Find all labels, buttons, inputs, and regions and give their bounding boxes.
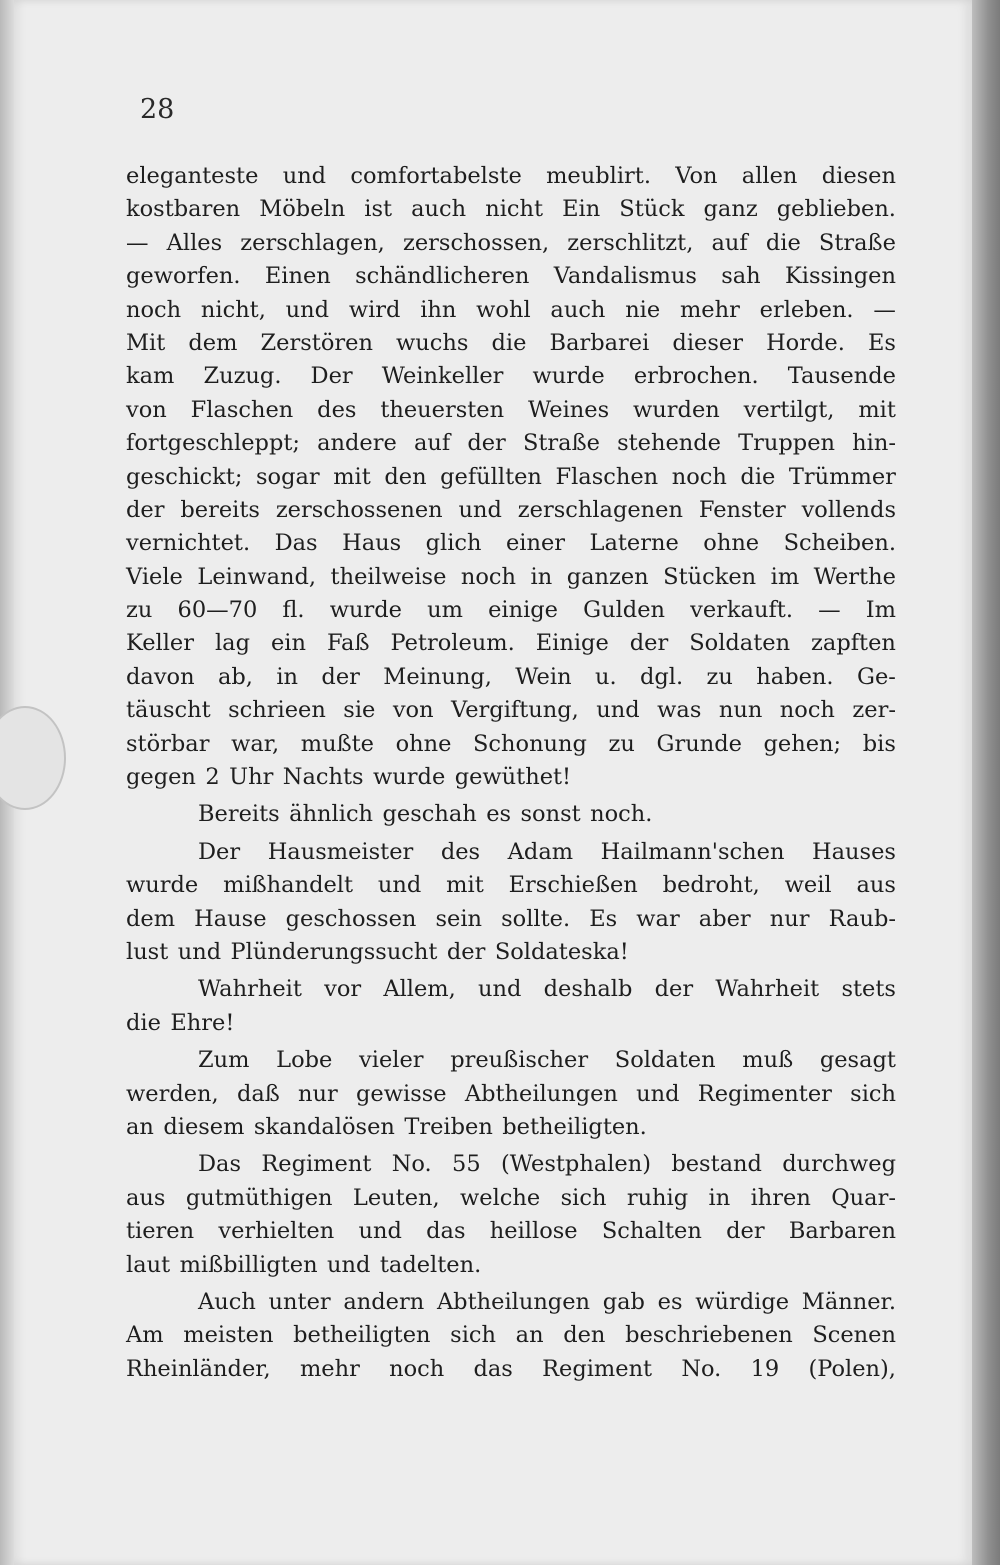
- text-line: vernichtet. Das Haus glich einer Laterne ohne Scheiben.: [126, 530, 896, 557]
- paragraph: [126, 973, 896, 1040]
- text-line: von Flaschen des theuersten Weines wurden vertilgt, mit: [126, 396, 896, 423]
- text-line: dem Hause geschossen sein sollte. Es war aber nur Raub-: [126, 905, 896, 932]
- paragraph: [126, 836, 896, 970]
- text-line: Das Regiment No. 55 (Westphalen) bestand durchweg: [198, 1151, 896, 1178]
- text-line: Bereits ähnlich geschah es sonst noch.: [198, 801, 653, 828]
- text-line: Keller lag ein Faß Petroleum. Einige der Soldaten zapften: [126, 630, 896, 657]
- text-line: an diesem skandalösen Treiben betheiligten.: [126, 1113, 647, 1140]
- text-line: lust und Plünderungssucht der Soldateska!: [126, 938, 629, 965]
- text-line: täuscht schrieen sie von Vergiftung, und was nun noch zer-: [126, 697, 896, 724]
- text-line: der bereits zerschossenen und zerschlagenen Fenster vollends: [126, 496, 896, 523]
- text-line: aus gutmüthigen Leuten, welche sich ruhig in ihren Quar-: [126, 1184, 896, 1211]
- text-line: — Alles zerschlagen, zerschossen, zerschlitzt, auf die Straße: [126, 229, 896, 256]
- text-line: Auch unter andern Abtheilungen gab es würdige Männer.: [198, 1288, 896, 1315]
- text-line: geschickt; sogar mit den gefüllten Flaschen noch die Trümmer: [126, 463, 896, 490]
- paragraph: [126, 1148, 896, 1282]
- text-line: werden, daß nur gewisse Abtheilungen und Regimenter sich: [126, 1080, 896, 1107]
- text-line: Am meisten betheiligten sich an den beschriebenen Scenen: [126, 1322, 896, 1349]
- text-line: geworfen. Einen schändlicheren Vandalismus sah Kissingen: [126, 263, 896, 290]
- text-line: Zum Lobe vieler preußischer Soldaten muß gesagt: [198, 1047, 896, 1074]
- paragraph: [126, 160, 896, 794]
- text-line: fortgeschleppt; andere auf der Straße stehende Truppen hin-: [126, 430, 896, 457]
- text-line: zu 60—70 fl. wurde um einige Gulden verkauft. — Im: [126, 597, 896, 624]
- text-line: davon ab, in der Meinung, Wein u. dgl. zu haben. Ge-: [126, 663, 896, 690]
- page-number: 28: [140, 94, 175, 125]
- text-line: störbar war, mußte ohne Schonung zu Grunde gehen; bis: [126, 730, 896, 757]
- text-line: noch nicht, und wird ihn wohl auch nie mehr erleben. —: [126, 296, 896, 323]
- text-line: Rheinländer, mehr noch das Regiment No. 19 (Polen),: [126, 1355, 896, 1382]
- body-text: [126, 160, 896, 1386]
- text-line: kam Zuzug. Der Weinkeller wurde erbrochen. Tausende: [126, 363, 896, 390]
- text-line: kostbaren Möbeln ist auch nicht Ein Stück ganz geblieben.: [126, 196, 896, 223]
- text-line: eleganteste und comfortabelste meublirt. Von allen diesen: [126, 163, 896, 189]
- page-stack-edge: [972, 0, 1000, 1565]
- text-line: Viele Leinwand, theilweise noch in ganzen Stücken im Werthe: [126, 563, 896, 590]
- text-line: Der Hausmeister des Adam Hailmann'schen Hauses: [198, 838, 896, 865]
- paragraph: [126, 1044, 896, 1144]
- text-line: Wahrheit vor Allem, und deshalb der Wahrheit stets: [198, 976, 896, 1003]
- text-line: tieren verhielten und das heillose Schalten der Barbaren: [126, 1218, 896, 1245]
- text-line: Mit dem Zerstören wuchs die Barbarei dieser Horde. Es: [126, 329, 896, 356]
- text-line: wurde mißhandelt und mit Erschießen bedroht, weil aus: [126, 872, 896, 899]
- page-thumb-cutout: [0, 706, 66, 810]
- paragraph: [126, 798, 896, 831]
- text-line: die Ehre!: [126, 1009, 235, 1036]
- paragraph: [126, 1286, 896, 1386]
- text-line: laut mißbilligten und tadelten.: [126, 1251, 482, 1278]
- text-line: gegen 2 Uhr Nachts wurde gewüthet!: [126, 764, 572, 791]
